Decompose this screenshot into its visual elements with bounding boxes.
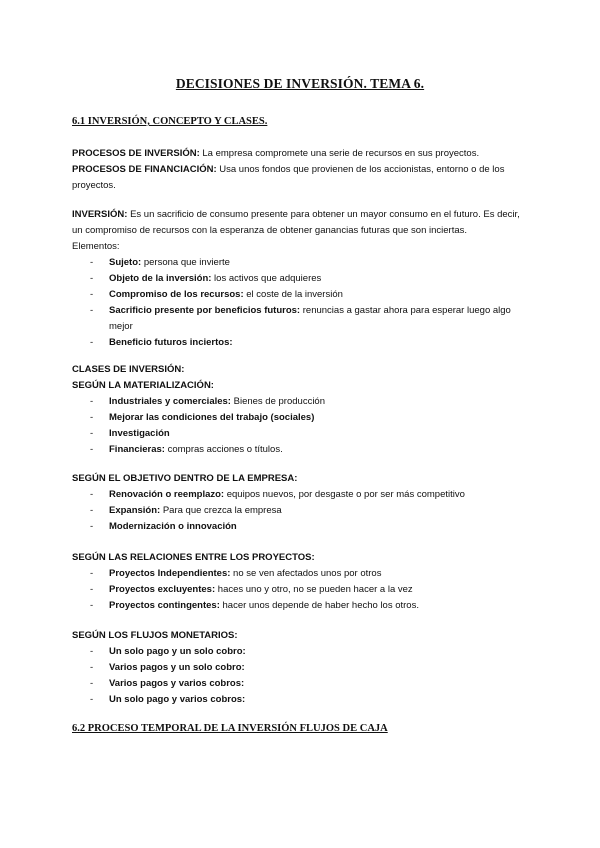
item-label: Varios pagos y varios cobros: — [109, 678, 245, 689]
clases-label-text: CLASES DE INVERSIÓN: — [72, 364, 185, 375]
materializacion-heading — [72, 378, 532, 394]
procesos-inversion-label: PROCESOS DE INVERSIÓN: — [72, 148, 200, 159]
objetivo-heading — [72, 471, 532, 487]
list-item — [72, 287, 532, 303]
item-text: Bienes de producción — [230, 396, 325, 407]
list-item — [72, 676, 532, 692]
elementos-list — [72, 255, 532, 351]
item-label: Expansión: — [109, 505, 161, 516]
procesos-inversion-paragraph — [72, 146, 532, 162]
item-text: Para que crezca la empresa — [160, 505, 282, 516]
relaciones-heading — [72, 550, 532, 566]
flujos-heading — [72, 628, 532, 644]
item-label: Proyectos contingentes: — [109, 600, 220, 611]
item-label: Industriales y comerciales: — [109, 396, 231, 407]
item-text: los activos que adquieres — [211, 273, 322, 284]
list-item — [72, 503, 532, 519]
list-item — [72, 519, 532, 535]
elementos-label: Elementos: — [72, 241, 120, 252]
item-text: equipos nuevos, por desgaste o por ser más competitivo — [224, 489, 465, 500]
item-label: Sujeto: — [109, 257, 142, 268]
item-label: Varios pagos y un solo cobro: — [109, 662, 245, 673]
item-label: Beneficio futuros inciertos: — [109, 337, 233, 348]
list-item — [72, 255, 532, 271]
procesos-inversion-text: La empresa compromete una serie de recursos en sus proyectos. — [199, 148, 480, 159]
item-label: Un solo pago y un solo cobro: — [109, 646, 246, 657]
procesos-financiacion-paragraph — [72, 162, 532, 194]
list-item — [72, 303, 532, 335]
procesos-financiacion-text: Usa unos fondos que provienen de los accionistas, entorno o de los proyectos. — [72, 164, 505, 191]
item-label: Proyectos excluyentes: — [109, 584, 216, 595]
relaciones-list — [72, 566, 532, 614]
relaciones-block — [72, 550, 532, 614]
materializacion-heading-text: SEGÚN LA MATERIALIZACIÓN: — [72, 380, 214, 391]
item-text: compras acciones o títulos. — [164, 444, 283, 455]
item-text: haces uno y otro, no se pueden hacer a la vez — [215, 584, 413, 595]
item-text: hacer unos depende de haber hecho los otros. — [219, 600, 419, 611]
item-text: el coste de la inversión — [243, 289, 343, 300]
procesos-block — [72, 146, 532, 194]
inversion-label: INVERSIÓN: — [72, 209, 128, 220]
clases-block — [72, 362, 532, 458]
item-label: Sacrificio presente por beneficios futuros: — [109, 305, 301, 316]
item-label: Mejorar las condiciones del trabajo (sociales) — [109, 412, 315, 423]
materializacion-list — [72, 394, 532, 458]
list-item — [72, 598, 532, 614]
section-heading-6-1: 6.1 INVERSIÓN, CONCEPTO Y CLASES. — [72, 116, 268, 127]
list-item — [72, 582, 532, 598]
document-title: DECISIONES DE INVERSIÓN. TEMA 6. — [175, 76, 425, 91]
item-text: renuncias a gastar ahora para esperar luego algo mejor — [109, 305, 511, 332]
item-text: persona que invierte — [141, 257, 230, 268]
item-label: Proyectos Independientes: — [109, 568, 231, 579]
item-text: no se ven afectados unos por otros — [230, 568, 382, 579]
list-item — [72, 442, 532, 458]
list-item — [72, 487, 532, 503]
list-item — [72, 335, 532, 351]
flujos-block — [72, 628, 532, 708]
objetivo-list — [72, 487, 532, 535]
list-item — [72, 566, 532, 582]
list-item — [72, 692, 532, 708]
list-item — [72, 410, 532, 426]
flujos-list — [72, 644, 532, 708]
item-label: Un solo pago y varios cobros: — [109, 694, 246, 705]
item-label: Investigación — [109, 428, 170, 439]
flujos-heading-text: SEGÚN LOS FLUJOS MONETARIOS: — [72, 630, 238, 641]
item-label: Financieras: — [109, 444, 165, 455]
clases-label — [72, 362, 532, 378]
list-item — [72, 394, 532, 410]
inversion-block — [72, 207, 532, 351]
inversion-text: Es un sacrificio de consumo presente para obtener un mayor consumo en el futuro. Es decir, un compromiso de recursos con la esperanza de obtener ganancias futuras que son inciertas. — [72, 209, 520, 236]
section-heading-6-2: 6.2 PROCESO TEMPORAL DE LA INVERSIÓN FLUJOS DE CAJA — [72, 723, 388, 734]
item-label: Objeto de la inversión: — [109, 273, 212, 284]
list-item — [72, 644, 532, 660]
item-label: Renovación o reemplazo: — [109, 489, 225, 500]
list-item — [72, 271, 532, 287]
relaciones-heading-text: SEGÚN LAS RELACIONES ENTRE LOS PROYECTOS: — [72, 552, 315, 563]
item-label: Modernización o innovación — [109, 521, 237, 532]
procesos-financiacion-label: PROCESOS DE FINANCIACIÓN: — [72, 164, 217, 175]
item-label: Compromiso de los recursos: — [109, 289, 244, 300]
inversion-definition — [72, 207, 532, 239]
objetivo-block — [72, 471, 532, 535]
list-item — [72, 660, 532, 676]
list-item — [72, 426, 532, 442]
objetivo-heading-text: SEGÚN EL OBJETIVO DENTRO DE LA EMPRESA: — [72, 473, 298, 484]
